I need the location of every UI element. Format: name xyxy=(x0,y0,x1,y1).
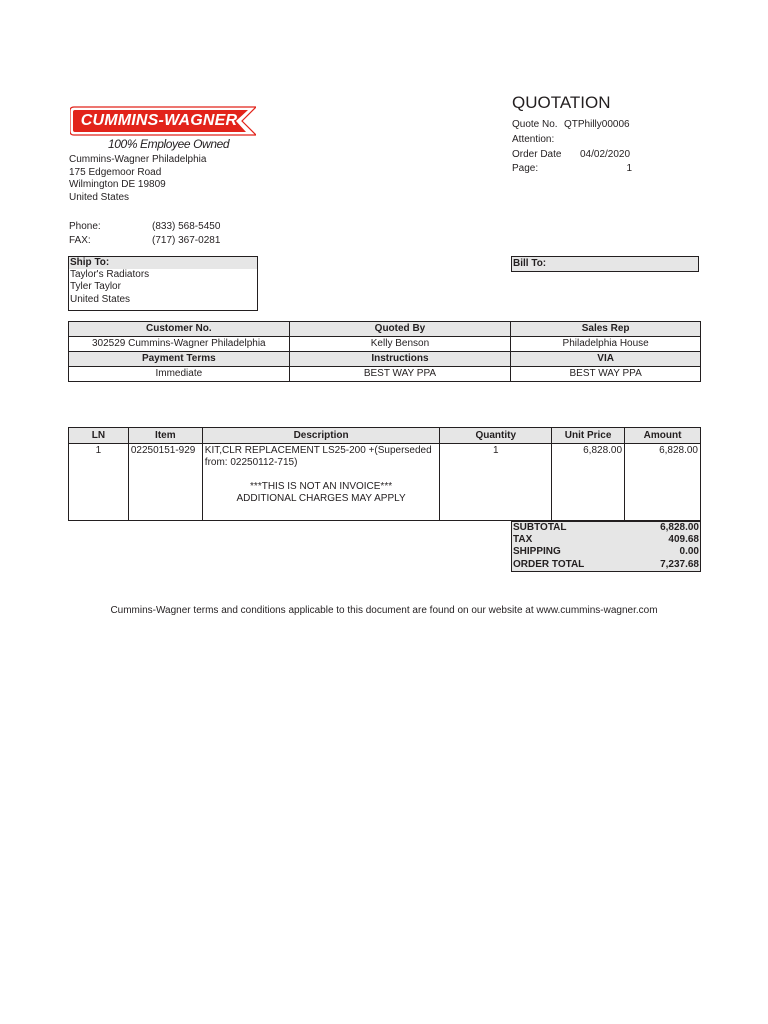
sales-rep-value: Philadelphia House xyxy=(511,337,701,352)
shipping-value: 0.00 xyxy=(679,546,699,558)
line-number: 1 xyxy=(69,444,129,521)
header-item: Item xyxy=(128,428,202,444)
line-items-table xyxy=(68,427,701,521)
table-header-row xyxy=(69,322,701,337)
terms-footer: Cummins-Wagner terms and conditions applicable to this document are found on our website at www.cummins-wagner.com xyxy=(110,605,658,616)
via-value: BEST WAY PPA xyxy=(511,367,701,382)
table-row xyxy=(69,337,701,352)
logo-wordmark: CUMMINS-WAGNER xyxy=(80,112,238,129)
shipping-row xyxy=(513,546,699,558)
header-quantity: Quantity xyxy=(440,428,552,444)
line-quantity: 1 xyxy=(440,444,552,521)
subtotal-label: SUBTOTAL xyxy=(513,522,567,533)
line-amount: 6,828.00 xyxy=(625,444,701,521)
ship-to-box xyxy=(68,256,258,311)
quote-no-value: QTPhilly00006 xyxy=(564,119,630,130)
header-amount: Amount xyxy=(625,428,701,444)
header-instructions: Instructions xyxy=(289,352,511,367)
order-date-label: Order Date xyxy=(512,148,562,160)
ship-to-label: Ship To: xyxy=(69,257,257,269)
table-header-row xyxy=(69,428,701,444)
document-title: QUOTATION xyxy=(512,93,611,112)
tax-label: TAX xyxy=(513,534,533,546)
table-header-row xyxy=(69,352,701,367)
table-row xyxy=(69,367,701,382)
order-total-label: ORDER TOTAL xyxy=(513,558,585,570)
company-logo xyxy=(70,106,256,136)
order-total-value: 7,237.68 xyxy=(660,558,699,570)
tax-value: 409.68 xyxy=(668,534,699,546)
phone-label: Phone: xyxy=(69,221,101,232)
page-label: Page: xyxy=(512,163,539,175)
shipping-label: SHIPPING xyxy=(513,546,561,558)
header-via: VIA xyxy=(511,352,701,367)
company-street: 175 Edgemoor Road xyxy=(69,166,162,178)
quote-no-label: Quote No. xyxy=(512,119,558,130)
page-value: 1 xyxy=(626,163,632,175)
logo-tagline: 100% Employee Owned xyxy=(108,137,230,151)
customer-info-table xyxy=(68,321,701,382)
phone-value: (833) 568-5450 xyxy=(152,221,221,232)
order-date-value: 04/02/2020 xyxy=(580,148,631,160)
table-row xyxy=(69,444,701,521)
fax-label: FAX: xyxy=(69,235,91,246)
company-city: Wilmington DE 19809 xyxy=(69,179,166,190)
fax-value: (717) 367-0281 xyxy=(152,235,221,246)
ship-to-country: United States xyxy=(70,293,131,305)
customer-no-value: 302529 Cummins-Wagner Philadelphia xyxy=(69,337,290,352)
company-name: Cummins-Wagner Philadelphia xyxy=(69,154,207,165)
line-description: KIT,CLR REPLACEMENT LS25-200 +(Superseded from: 02250112-715) xyxy=(204,445,432,468)
subtotal-value: 6,828.00 xyxy=(660,522,699,533)
quoted-by-value: Kelly Benson xyxy=(289,337,511,352)
payment-terms-value: Immediate xyxy=(69,367,290,382)
line-item-number: 02250151-929 xyxy=(128,444,202,521)
header-unit-price: Unit Price xyxy=(552,428,625,444)
header-customer-no: Customer No. xyxy=(69,322,290,337)
quote-info xyxy=(512,118,632,177)
not-invoice-note: ***THIS IS NOT AN INVOICE*** xyxy=(250,481,393,492)
totals-box xyxy=(511,521,701,572)
bill-to-label: Bill To: xyxy=(513,258,547,269)
company-contact xyxy=(69,220,220,248)
header-description: Description xyxy=(202,428,440,444)
company-country: United States xyxy=(69,191,130,203)
header-payment-terms: Payment Terms xyxy=(69,352,290,367)
instructions-value: BEST WAY PPA xyxy=(289,367,511,382)
ship-to-company: Taylor's Radiators xyxy=(70,269,150,281)
attention-label: Attention: xyxy=(512,133,555,145)
line-description-cell xyxy=(202,444,440,521)
subtotal-row xyxy=(513,522,699,534)
header-quoted-by: Quoted By xyxy=(289,322,511,337)
order-total-row xyxy=(513,559,699,571)
header-sales-rep: Sales Rep xyxy=(511,322,701,337)
additional-charges-note: ADDITIONAL CHARGES MAY APPLY xyxy=(236,493,406,504)
ship-to-contact: Tyler Taylor xyxy=(70,281,121,293)
tax-row xyxy=(513,534,699,546)
line-unit-price: 6,828.00 xyxy=(552,444,625,521)
bill-to-box xyxy=(511,256,699,272)
header-ln: LN xyxy=(69,428,129,444)
company-address xyxy=(69,154,206,204)
